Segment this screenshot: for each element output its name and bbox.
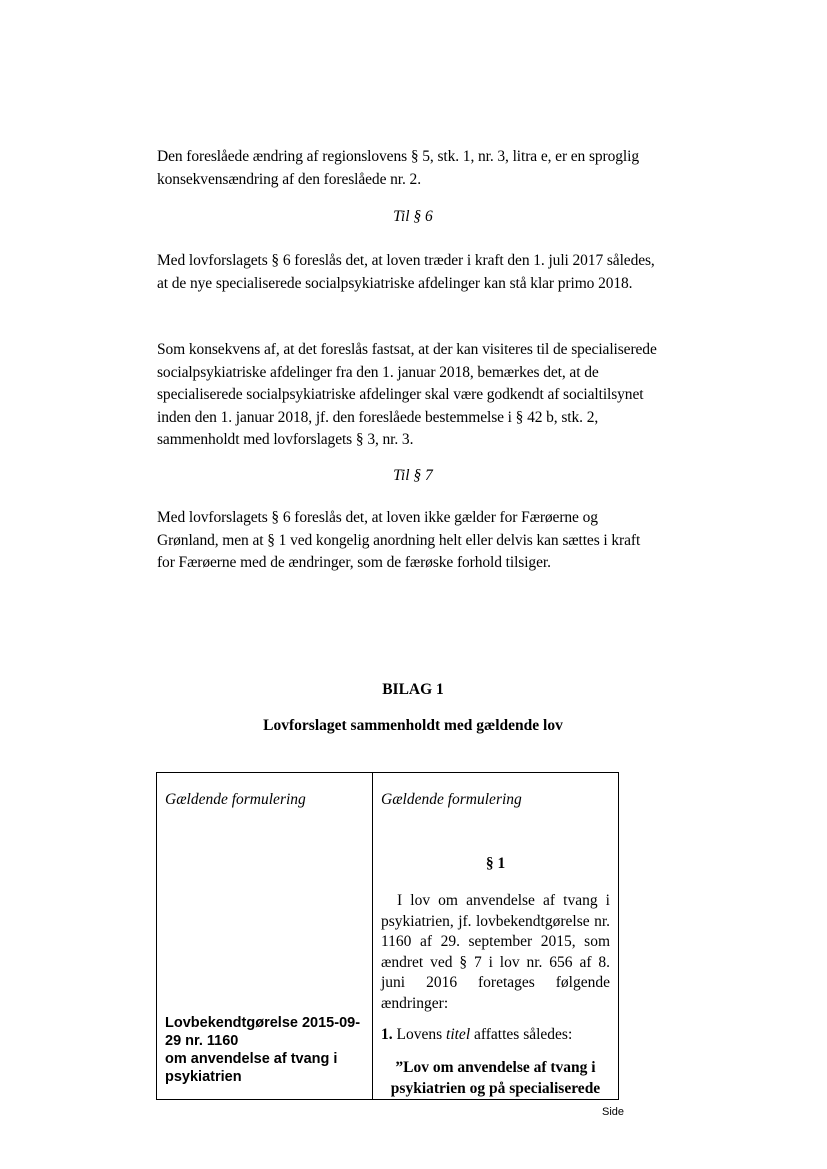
paragraph-faeroerne: Med lovforslagets § 6 foreslås det, at loven ikke gælder for Færøerne og Grønland, men at § 1 ved kongelig anordning helt eller delvis kan sættes i kraft for Færøerne med de ændringer, som de færøske forhold tilsiger. <box>157 509 641 571</box>
appendix-subtitle: Lovforslaget sammenholdt med gældende lov <box>263 717 563 734</box>
right-column-header: Gældende formulering <box>381 791 522 808</box>
left-law-reference: Lovbekendtgørelse 2015-09-29 nr. 1160 <box>165 1015 361 1049</box>
section-title-6: Til § 6 <box>393 208 433 225</box>
left-column <box>157 773 373 1100</box>
paragraph-konsekvens: Som konsekvens af, at det foreslås fastsat, at der kan visiteres til de specialiserede socialpsykiatriske afdelinger fra den 1. januar 2018, bemærkes det, at de specialiserede socialpsykiatriske afdelinger skal være godkendt af socialtilsynet inden den 1. januar 2018, jf. den foreslåede bestemmelse i § 42 b, stk. 2, sammenholdt med lovforslagets § 3, nr. 3. <box>157 341 657 448</box>
left-column-header: Gældende formulering <box>165 791 306 808</box>
section-title-7: Til § 7 <box>393 467 433 484</box>
amendment-item <box>381 1026 610 1044</box>
right-column <box>373 773 619 1100</box>
item-text-post: affattes således: <box>470 1026 573 1043</box>
item-number: 1. <box>381 1026 393 1043</box>
item-text-italic: titel <box>446 1026 471 1043</box>
paragraph-regionsloven: Den foreslåede ændring af regionslovens § 5, stk. 1, nr. 3, litra e, er en sproglig konsekvensændring af den foreslåede nr. 2. <box>157 148 639 188</box>
amendment-intro: I lov om anvendelse af tvang i psykiatrien, jf. lovbekendtgørelse nr. 1160 af 29. september 2015, som ændret ved § 7 i lov nr. 656 af 8. juni 2016 foretages følgende ændringer: <box>381 892 610 1012</box>
table-row <box>157 773 619 1100</box>
page-side-label: Side <box>602 1106 625 1118</box>
left-law-title: om anvendelse af tvang i psykiatrien <box>165 1051 338 1085</box>
item-text-pre: Lovens <box>392 1026 447 1043</box>
appendix-label: BILAG 1 <box>382 681 444 698</box>
paragraph-sign: § 1 <box>485 855 506 872</box>
comparison-table <box>156 772 619 1100</box>
amended-title-quote: ”Lov om anvendelse af tvang i psykiatrien og på specialiserede <box>390 1059 601 1097</box>
paragraph-ikrafttraeden: Med lovforslagets § 6 foreslås det, at loven træder i kraft den 1. juli 2017 således, at de nye specialiserede socialpsykiatriske afdelinger kan stå klar primo 2018. <box>157 252 655 292</box>
